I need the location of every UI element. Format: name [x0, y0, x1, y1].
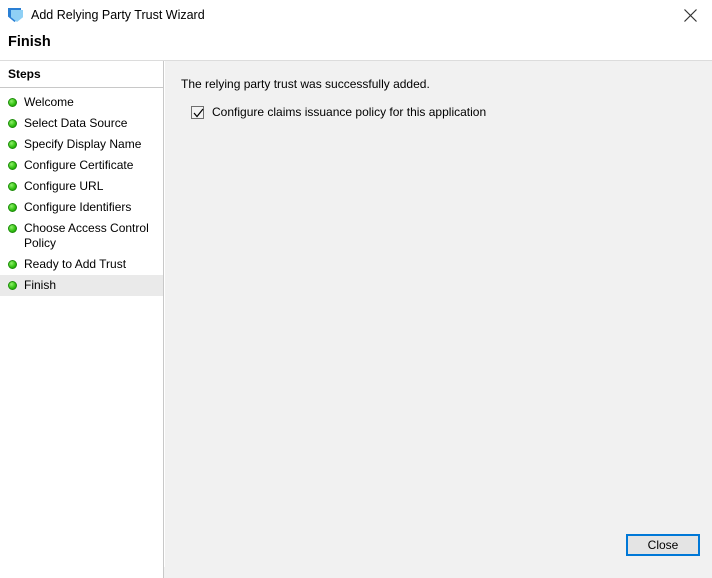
sidebar-item-configure-identifiers[interactable] — [0, 197, 163, 218]
step-complete-icon — [8, 281, 17, 290]
shield-icon — [8, 7, 24, 23]
step-complete-icon — [8, 203, 17, 212]
bottom-strip — [0, 567, 712, 578]
step-label: Configure Identifiers — [24, 200, 132, 214]
page-header — [0, 30, 712, 60]
title-bar — [0, 0, 712, 30]
page-title: Finish — [8, 34, 51, 50]
close-button[interactable]: Close — [626, 534, 700, 556]
step-label: Welcome — [24, 95, 74, 109]
content-area — [165, 61, 712, 523]
step-complete-icon — [8, 260, 17, 269]
sidebar-item-configure-certificate[interactable] — [0, 155, 163, 176]
step-complete-icon — [8, 119, 17, 128]
step-label: Specify Display Name — [24, 137, 142, 151]
bottom-strip-right — [164, 567, 712, 578]
step-label: Configure URL — [24, 179, 104, 193]
configure-claims-policy-row[interactable] — [179, 105, 698, 119]
wizard-body — [0, 60, 712, 567]
bottom-strip-left — [0, 567, 164, 578]
step-label: Select Data Source — [24, 116, 128, 130]
step-complete-icon — [8, 224, 17, 233]
configure-claims-policy-checkbox[interactable] — [191, 106, 204, 119]
checkmark-icon — [193, 108, 204, 119]
step-complete-icon — [8, 161, 17, 170]
sidebar-item-welcome[interactable] — [0, 92, 163, 113]
step-label: Ready to Add Trust — [24, 257, 127, 271]
sidebar-item-choose-access-control-policy[interactable] — [0, 218, 163, 254]
step-label: Choose Access Control Policy — [24, 221, 149, 250]
configure-claims-policy-label: Configure claims issuance policy for this application — [212, 105, 487, 119]
sidebar-item-ready-to-add-trust[interactable] — [0, 254, 163, 275]
steps-pane — [0, 61, 164, 567]
sidebar-item-specify-display-name[interactable] — [0, 134, 163, 155]
sidebar-item-finish[interactable] — [0, 275, 163, 296]
footer-bar — [165, 523, 712, 567]
step-complete-icon — [8, 98, 17, 107]
step-label: Configure Certificate — [24, 158, 134, 172]
step-complete-icon — [8, 182, 17, 191]
step-complete-icon — [8, 140, 17, 149]
content-pane — [164, 61, 712, 567]
close-icon[interactable] — [668, 0, 712, 30]
window-title: Add Relying Party Trust Wizard — [31, 8, 205, 22]
steps-divider — [0, 87, 163, 88]
steps-heading: Steps — [8, 67, 41, 81]
status-message: The relying party trust was successfully added. — [181, 77, 430, 91]
sidebar-item-select-data-source[interactable] — [0, 113, 163, 134]
step-label: Finish — [24, 278, 57, 292]
sidebar-item-configure-url[interactable] — [0, 176, 163, 197]
